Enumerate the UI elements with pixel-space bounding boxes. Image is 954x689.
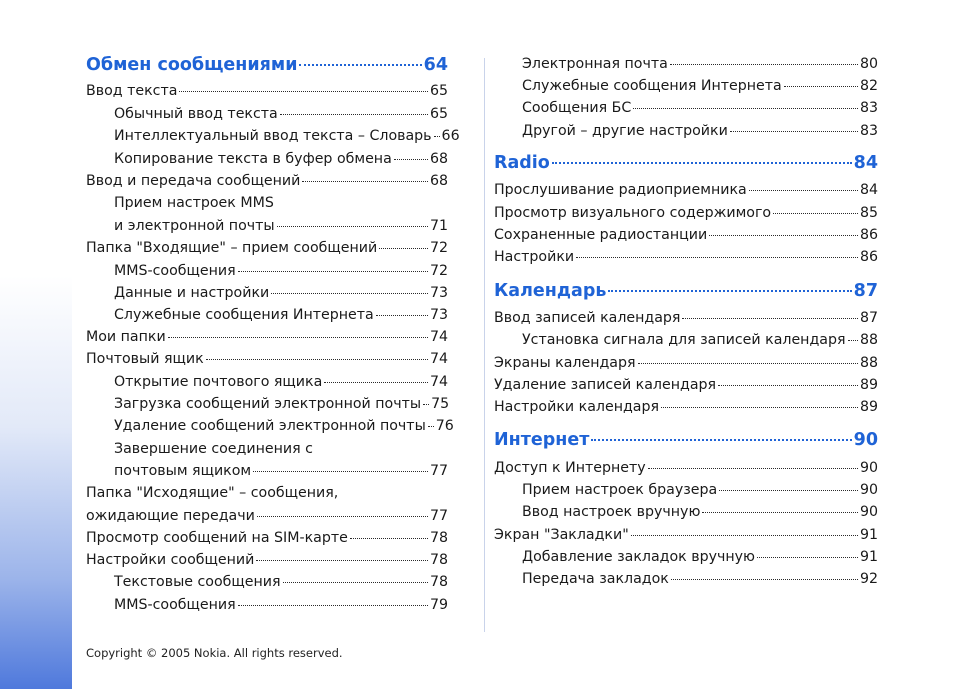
toc-section-heading[interactable]: Календарь 87 xyxy=(494,281,878,301)
toc-subentry-line[interactable]: Прием настроек MMS xyxy=(114,195,274,211)
toc-subentry[interactable]: Прием настроек браузера 90 xyxy=(522,482,878,498)
toc-subentry[interactable]: Ввод настроек вручную 90 xyxy=(522,504,878,520)
column-divider xyxy=(484,58,485,632)
toc-subentry[interactable]: Обычный ввод текста 65 xyxy=(114,106,448,122)
toc-subentry[interactable]: Текстовые сообщения 78 xyxy=(114,574,448,590)
toc-entry[interactable]: Ввод текста 65 xyxy=(86,83,448,99)
toc-entry[interactable]: Удаление записей календаря 89 xyxy=(494,377,878,393)
toc-entry[interactable]: Почтовый ящик 74 xyxy=(86,351,448,367)
toc-subentry[interactable]: Электронная почта 80 xyxy=(522,56,878,72)
toc-subentry[interactable]: MMS-сообщения 72 xyxy=(114,263,448,279)
toc-subentry[interactable]: почтовым ящиком 77 xyxy=(114,463,448,479)
toc-subentry[interactable]: Удаление сообщений электронной почты 76 xyxy=(114,418,454,434)
toc-subentry[interactable]: Другой – другие настройки 83 xyxy=(522,123,878,139)
toc-section-heading[interactable]: Интернет 90 xyxy=(494,430,878,450)
toc-subentry[interactable]: Служебные сообщения Интернета 82 xyxy=(522,78,878,94)
toc-entry[interactable]: ожидающие передачи 77 xyxy=(86,508,448,524)
toc-entry[interactable]: Мои папки 74 xyxy=(86,329,448,345)
toc-entry[interactable]: Ввод записей календаря 87 xyxy=(494,310,878,326)
toc-entry[interactable]: Прослушивание радиоприемника 84 xyxy=(494,182,878,198)
toc-subentry[interactable]: Копирование текста в буфер обмена 68 xyxy=(114,151,448,167)
copyright-footer: Copyright © 2005 Nokia. All rights reserved. xyxy=(86,646,343,660)
toc-subentry[interactable]: Интеллектуальный ввод текста – Словарь 66 xyxy=(114,128,460,144)
toc-entry[interactable]: Ввод и передача сообщений 68 xyxy=(86,173,448,189)
toc-subentry[interactable]: Сообщения БС 83 xyxy=(522,100,878,116)
toc-subentry[interactable]: MMS-сообщения 79 xyxy=(114,597,448,613)
toc-entry-line[interactable]: Папка "Исходящие" – сообщения, xyxy=(86,485,339,501)
toc-subentry[interactable]: Загрузка сообщений электронной почты 75 xyxy=(114,396,450,412)
toc-entry[interactable]: Настройки сообщений 78 xyxy=(86,552,448,568)
toc-subentry[interactable]: Установка сигнала для записей календаря 88 xyxy=(522,332,878,348)
toc-subentry[interactable]: Служебные сообщения Интернета 73 xyxy=(114,307,448,323)
toc-subentry[interactable]: и электронной почты 71 xyxy=(114,218,448,234)
toc-subentry[interactable]: Данные и настройки 73 xyxy=(114,285,448,301)
toc-section-heading[interactable]: Radio 84 xyxy=(494,153,878,173)
toc-entry[interactable]: Настройки 86 xyxy=(494,249,878,265)
toc-subentry[interactable]: Передача закладок 92 xyxy=(522,571,878,587)
toc-entry[interactable]: Сохраненные радиостанции 86 xyxy=(494,227,878,243)
toc-subentry[interactable]: Добавление закладок вручную 91 xyxy=(522,549,878,565)
toc-entry[interactable]: Настройки календаря 89 xyxy=(494,399,878,415)
toc-entry[interactable]: Папка "Входящие" – прием сообщений 72 xyxy=(86,240,448,256)
toc-entry[interactable]: Просмотр сообщений на SIM-карте 78 xyxy=(86,530,448,546)
toc-entry[interactable]: Доступ к Интернету 90 xyxy=(494,460,878,476)
toc-entry[interactable]: Экран "Закладки" 91 xyxy=(494,527,878,543)
toc-entry[interactable]: Экраны календаря 88 xyxy=(494,355,878,371)
toc-subentry[interactable]: Открытие почтового ящика 74 xyxy=(114,374,448,390)
toc-entry[interactable]: Просмотр визуального содержимого 85 xyxy=(494,205,878,221)
toc-subentry-line[interactable]: Завершение соединения с xyxy=(114,441,313,457)
toc-section-heading[interactable]: Обмен сообщениями 64 xyxy=(86,55,448,75)
side-color-bar xyxy=(0,0,72,689)
